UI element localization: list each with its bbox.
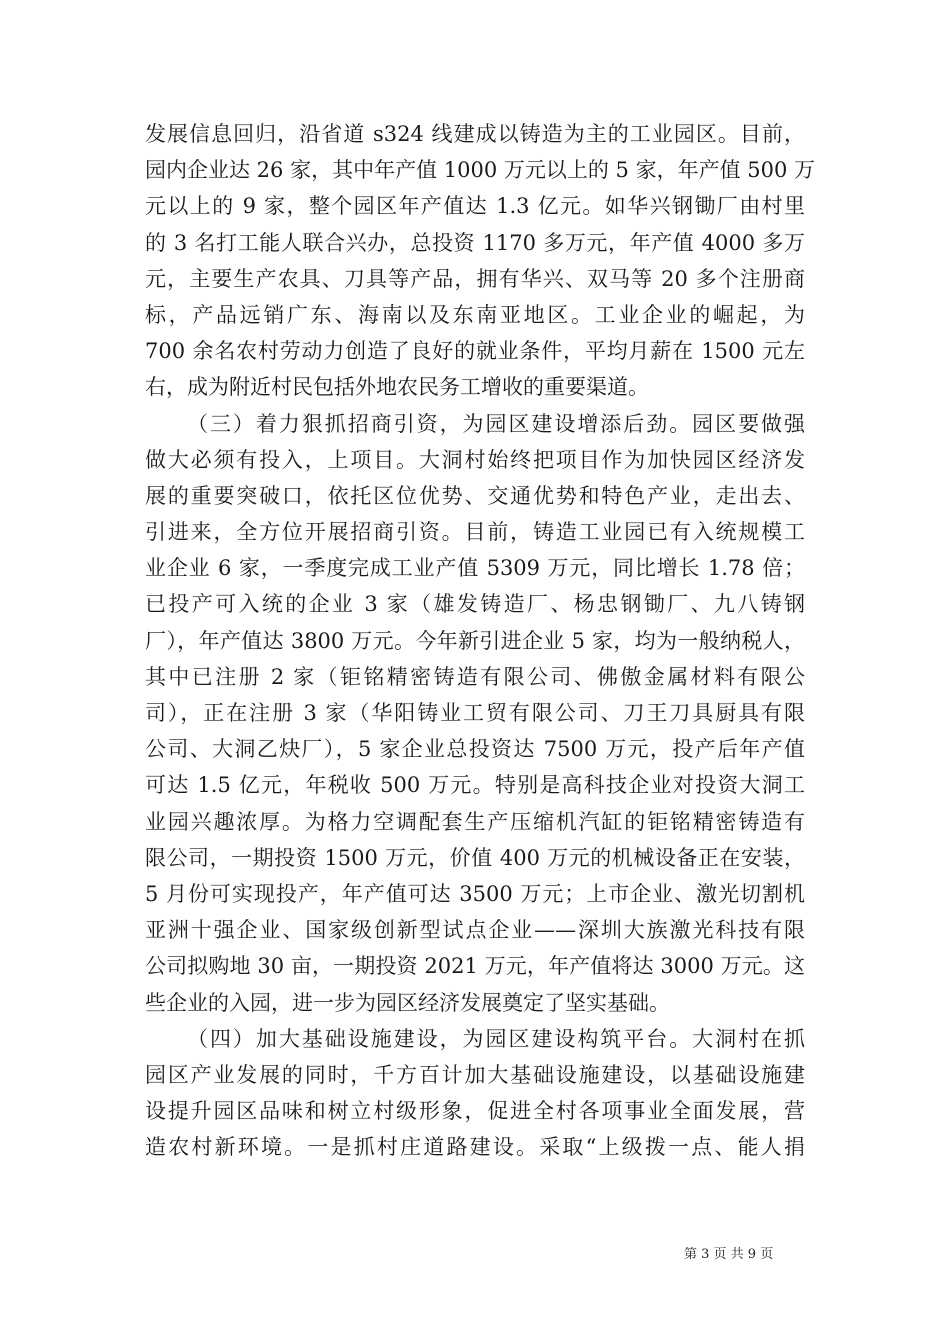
text-line: 其中已注册 2 家（钜铭精密铸造有限公司、佛傲金属材料有限公 xyxy=(145,664,805,689)
text-line: 引进来，全方位开展招商引资。目前，铸造工业园已有入统规模工 xyxy=(145,520,805,545)
text-line: 5 月份可实现投产，年产值可达 3500 万元；上市企业、激光切割机 xyxy=(145,881,805,906)
text-line: 元以上的 9 家，整个园区年产值达 1.3 亿元。如华兴钢锄厂由村里 xyxy=(145,194,805,219)
text-line: 园区产业发展的同时，千方百计加大基础设施建设，以基础设施建 xyxy=(145,1062,805,1087)
page-number: 第 3 页 共 9 页 xyxy=(684,1247,774,1262)
text-line: 业园兴趣浓厚。为格力空调配套生产压缩机汽缸的钜铭精密铸造有 xyxy=(145,809,805,834)
paragraph-1 xyxy=(145,116,816,406)
paragraph-3 xyxy=(145,1021,805,1166)
text-line: （三）着力狠抓招商引资，为园区建设增添后劲。园区要做强 xyxy=(187,411,805,436)
text-line: 设提升园区品味和树立村级形象，促进全村各项事业全面发展，营 xyxy=(145,1099,805,1124)
text-line: 做大必须有投入，上项目。大洞村始终把项目作为加快园区经济发 xyxy=(145,447,805,472)
text-line: 公司拟购地 30 亩，一期投资 2021 万元，年产值将达 3000 万元。这 xyxy=(145,954,805,979)
text-line: 司），正在注册 3 家（华阳铸业工贸有限公司、刀王刀具厨具有限 xyxy=(145,701,805,725)
text-line: 展的重要突破口，依托区位优势、交通优势和特色产业，走出去、 xyxy=(145,483,805,508)
text-line: 标，产品远销广东、海南以及东南亚地区。工业企业的崛起，为 xyxy=(145,302,805,327)
text-line: 可达 1.5 亿元，年税收 500 万元。特别是高科技企业对投资大洞工 xyxy=(145,773,805,798)
text-line: 元，主要生产农具、刀具等产品，拥有华兴、双马等 20 多个注册商 xyxy=(145,266,805,291)
text-line: 右，成为附近村民包括外地农民务工增收的重要渠道。 xyxy=(145,375,649,400)
text-line: 700 余名农村劳动力创造了良好的就业条件，平均月薪在 1500 元左 xyxy=(145,339,805,364)
text-line: （四）加大基础设施建设，为园区建设构筑平台。大洞村在抓 xyxy=(187,1026,805,1051)
text-line: 些企业的入园，进一步为园区经济发展奠定了坚实基础。 xyxy=(145,990,670,1015)
text-line: 发展信息回归，沿省道 s324 线建成以铸造为主的工业园区。目前， xyxy=(145,122,805,146)
text-line: 厂），年产值达 3800 万元。今年新引进企业 5 家，均为一般纳税人， xyxy=(145,628,805,653)
paragraph-2 xyxy=(145,406,805,1021)
text-line: 业企业 6 家，一季度完成工业产值 5309 万元，同比增长 1.78 倍； xyxy=(145,556,805,581)
text-line: 的 3 名打工能人联合兴办，总投资 1170 多万元，年产值 4000 多万 xyxy=(145,230,805,255)
body-text xyxy=(145,116,816,1165)
text-line: 限公司，一期投资 1500 万元，价值 400 万元的机械设备正在安装， xyxy=(145,845,805,870)
text-line: 已投产可入统的企业 3 家（雄发铸造厂、杨忠钢锄厂、九八铸钢 xyxy=(145,592,805,617)
text-line: 园内企业达 26 家，其中年产值 1000 万元以上的 5 家，年产值 500 万 xyxy=(145,158,816,183)
text-line: 公司、大洞乙炔厂），5 家企业总投资达 7500 万元，投产后年产值 xyxy=(145,737,805,762)
text-line: 造农村新环境。一是抓村庄道路建设。采取“上级拨一点、能人捐 xyxy=(145,1135,805,1160)
text-line: 亚洲十强企业、国家级创新型试点企业——深圳大族激光科技有限 xyxy=(145,918,805,943)
